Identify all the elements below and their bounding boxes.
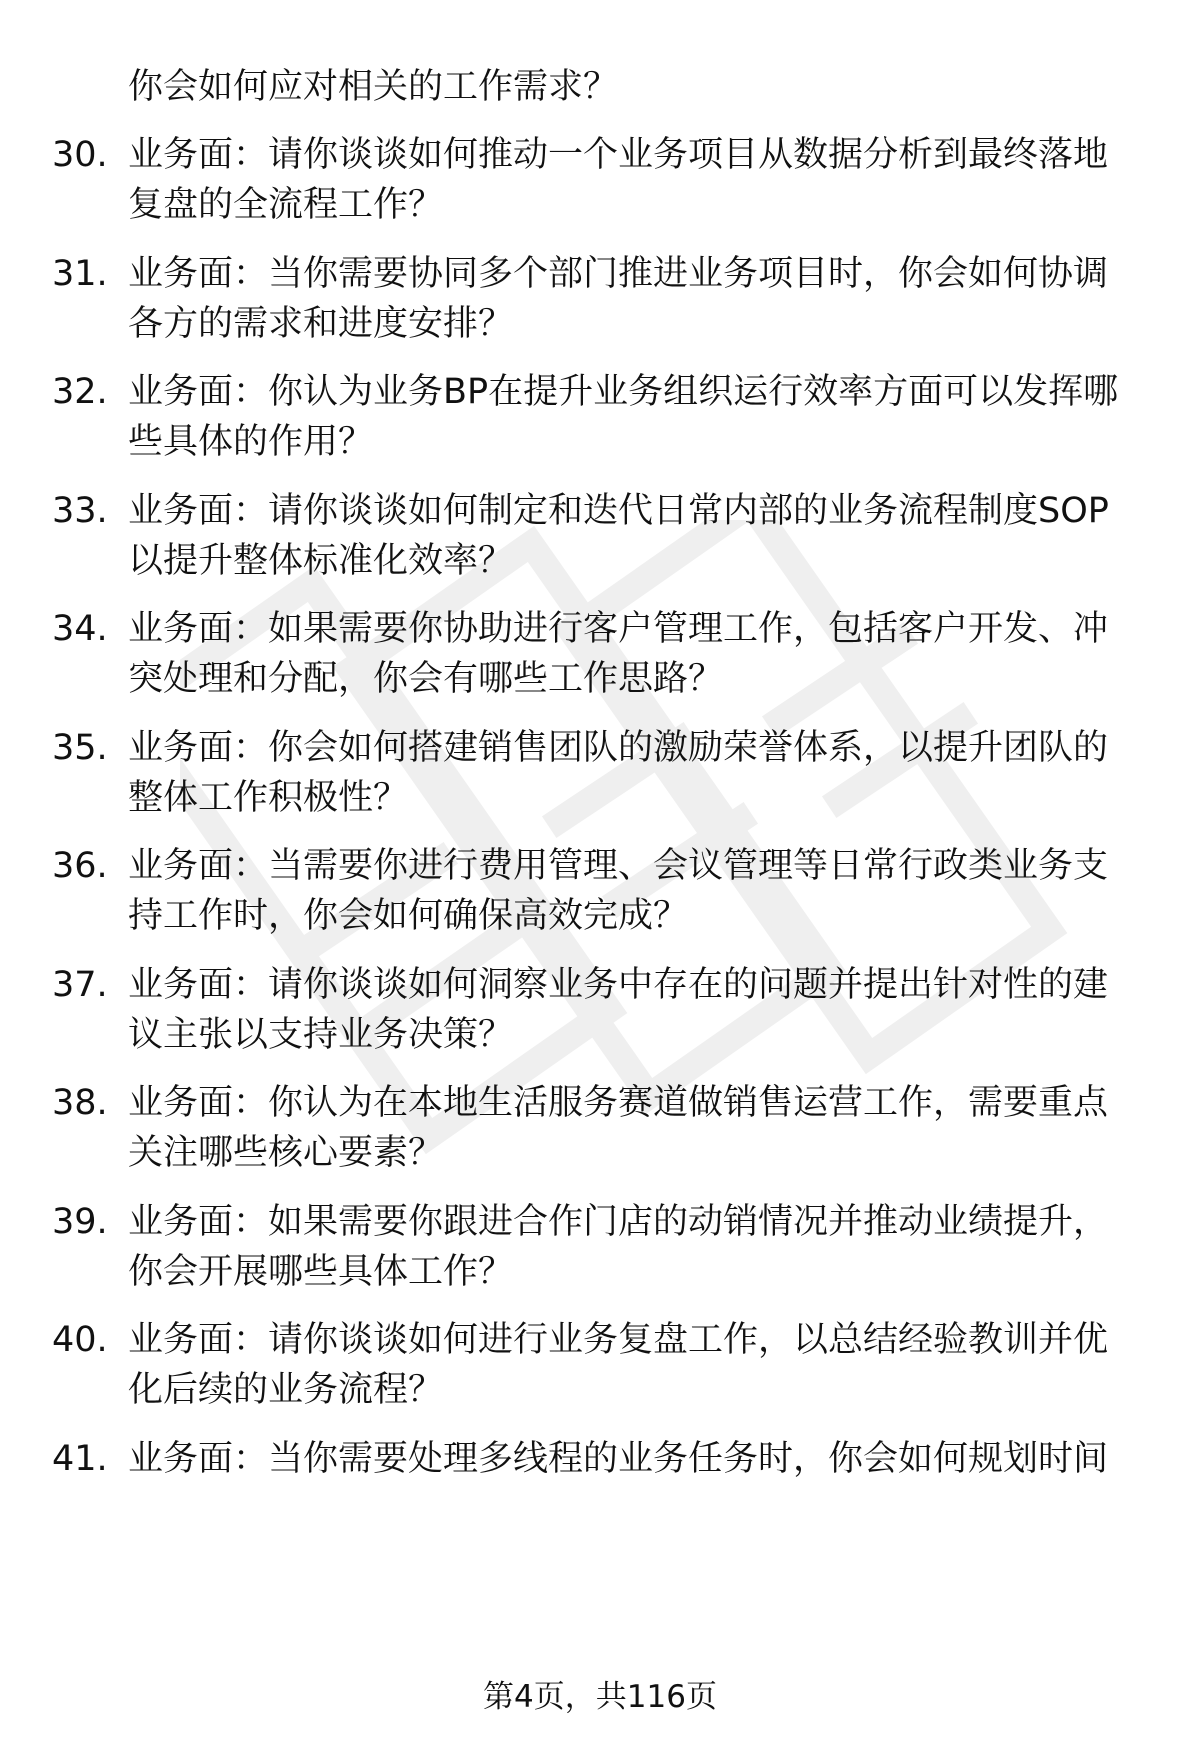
question-text-line-2: 些具体的作用？	[128, 422, 374, 462]
question-item	[0, 1315, 1200, 1425]
question-number: 40.	[52, 1320, 108, 1360]
question-number: 39.	[52, 1202, 108, 1242]
question-item	[0, 1078, 1200, 1188]
question-text-line-2: 议主张以支持业务决策？	[128, 1015, 514, 1055]
question-text-line-2: 复盘的全流程工作？	[128, 185, 444, 225]
question-text-line-1: 业务面：如果需要你跟进合作门店的动销情况并推动业绩提升，	[128, 1202, 1109, 1242]
question-item	[0, 604, 1200, 714]
question-item	[0, 130, 1200, 240]
question-text-line-1: 业务面：当你需要协同多个部门推进业务项目时，你会如何协调	[128, 254, 1109, 294]
question-text-line-2: 突处理和分配，你会有哪些工作思路？	[128, 659, 724, 699]
question-text-line-1: 业务面：你会如何搭建销售团队的激励荣誉体系，以提升团队的	[128, 728, 1109, 768]
question-number: 30.	[52, 135, 108, 175]
question-number: 35.	[52, 728, 108, 768]
question-text-line-2: 以提升整体标准化效率？	[128, 541, 514, 581]
question-number: 37.	[52, 965, 108, 1005]
question-text-line-1: 业务面：请你谈谈如何洞察业务中存在的问题并提出针对性的建	[128, 965, 1109, 1005]
question-text-line-1: 业务面：当你需要处理多线程的业务任务时，你会如何规划时间	[128, 1439, 1109, 1479]
question-item	[0, 1434, 1200, 1544]
question-item	[0, 960, 1200, 1070]
question-text-line-1: 业务面：你认为在本地生活服务赛道做销售运营工作，需要重点	[128, 1083, 1109, 1123]
question-text-line-1: 业务面：如果需要你协助进行客户管理工作，包括客户开发、冲	[128, 609, 1109, 649]
question-item	[0, 367, 1200, 477]
question-text-line-1: 业务面：当需要你进行费用管理、会议管理等日常行政类业务支	[128, 846, 1109, 886]
question-item	[0, 486, 1200, 596]
question-text-line-1: 业务面：请你谈谈如何推动一个业务项目从数据分析到最终落地	[128, 135, 1109, 175]
page-footer: 第4页，共116页	[483, 1679, 717, 1715]
question-text-line-1: 业务面：你认为业务BP在提升业务组织运行效率方面可以发挥哪	[128, 372, 1119, 412]
question-text-line-1: 业务面：请你谈谈如何进行业务复盘工作，以总结经验教训并优	[128, 1320, 1109, 1360]
question-item	[0, 249, 1200, 359]
question-number: 36.	[52, 846, 108, 886]
question-text-line-1: 业务面：请你谈谈如何制定和迭代日常内部的业务流程制度SOP	[128, 491, 1109, 531]
question-text-line-2: 整体工作积极性？	[128, 778, 409, 818]
question-number: 38.	[52, 1083, 108, 1123]
question-number: 33.	[52, 491, 108, 531]
question-number: 31.	[52, 254, 108, 294]
question-item	[0, 1197, 1200, 1307]
question-number: 34.	[52, 609, 108, 649]
question-text-line-2: 各方的需求和进度安排？	[128, 304, 514, 344]
question-text-line-2: 持工作时，你会如何确保高效完成？	[128, 896, 689, 936]
question-number: 41.	[52, 1439, 108, 1479]
question-number: 32.	[52, 372, 108, 412]
question-text-line-2: 化后续的业务流程？	[128, 1370, 444, 1410]
question-item	[0, 723, 1200, 833]
question-text-line-2: 关注哪些核心要素？	[128, 1133, 444, 1173]
question-item	[0, 841, 1200, 951]
continuation-line: 你会如何应对相关的工作需求？	[128, 67, 619, 107]
question-text-line-2: 你会开展哪些具体工作？	[128, 1252, 514, 1292]
